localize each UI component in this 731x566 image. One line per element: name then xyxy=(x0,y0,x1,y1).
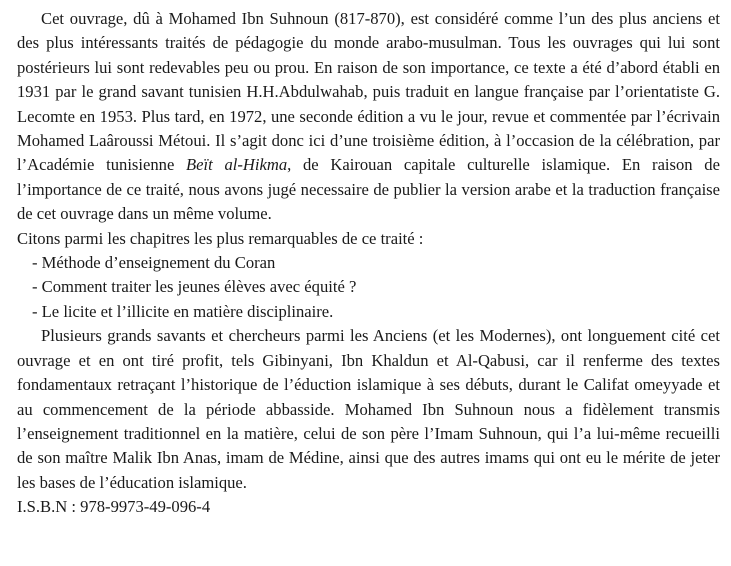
intro-text-end: , de Kairouan capitale culturelle islamique. En raison de l’importance de ce traité, nous avons jugé necessaire de publier la version arabe et la traduction française de cet ouvrage dans un même volume. xyxy=(17,155,720,224)
scholars-paragraph: Plusieurs grands savants et chercheurs parmi les Anciens (et les Modernes), ont longuement cité cet ouvrage et en ont tiré profit, tels Gibinyani, Ibn Khaldun et Al-Qabusi, car il renferme des textes fondamentaux retraçant l’historique de l’éduction islamique à ses débuts, durant le Califat omeyyade et au commencement de la période abbasside. Mohamed Ibn Suhnoun nous a fidèlement transmis l’enseignement traditionnel en la matière, celui de son père l’Imam Suhnoun, qui l’a lui-même recueilli de son maître Malik Ibn Anas, imam de Médine, ainsi que des autres imams qui ont eu le mérite de jeter les bases de l’éducation islamique. xyxy=(17,326,720,492)
chapter-item-1: - Méthode d’enseignement du Coran xyxy=(32,253,276,273)
isbn-line: I.S.B.N : 978-9973-49-096-4 xyxy=(17,497,211,517)
chapters-intro: Citons parmi les chapitres les plus remarquables de ce traité : xyxy=(17,228,424,248)
institution-name: Beït al-Hikma xyxy=(186,155,288,175)
chapter-item-3: - Le licite et l’illicite en matière disciplinaire. xyxy=(32,301,334,321)
intro-paragraph xyxy=(17,7,720,227)
intro-text-start: Cet ouvrage, dû à Mohamed Ibn Suhnoun (817-870), est considéré comme l’un des plus anciens et des plus intéressants traités de pédagogie du monde arabo-musulman. Tous les ouvrages qui lui sont postérieurs lui sont redevables peu ou prou. En raison de son importance, ce texte a été d’abord établi en 1931 par le grand savant tunisien H.H.Abdulwahab, puis traduit en langue française par l’orientatiste G. Lecomte en 1953. Plus tard, en 1972, une seconde édition a vu le jour, revue et commentée par l’écrivain Mohamed Laâroussi Métoui. Il s’agit donc ici d’une troisième édition, à l’occasion de la célébration, par l’Académie tunisienne xyxy=(17,9,720,175)
book-blurb xyxy=(17,7,720,520)
chapter-item-2: - Comment traiter les jeunes élèves avec équité ? xyxy=(32,277,357,297)
